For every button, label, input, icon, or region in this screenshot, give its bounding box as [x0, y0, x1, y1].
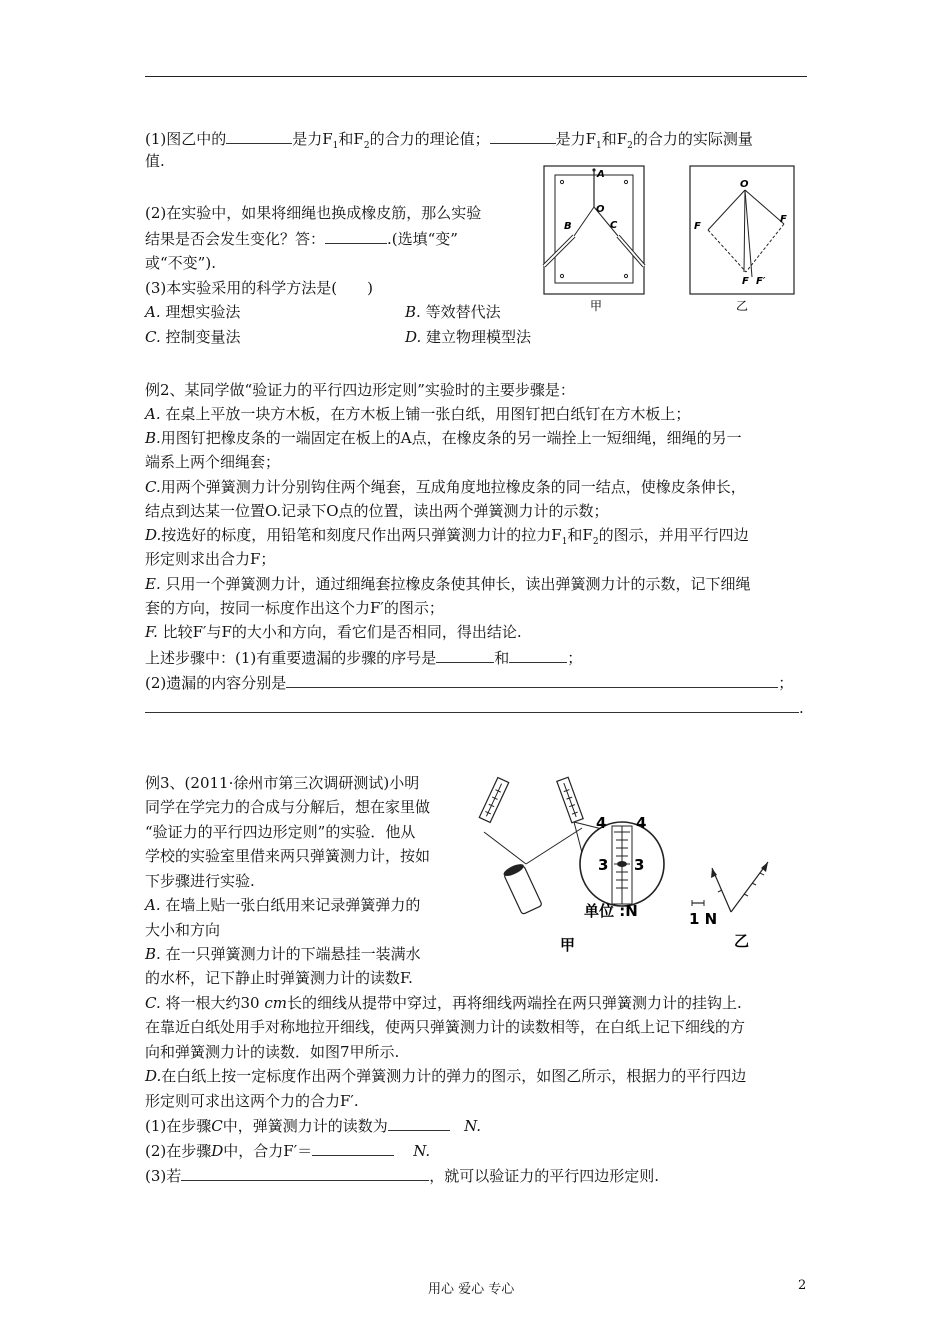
ex3-intro-1: 例3、(2011·徐州市第三次调研测试)小明	[145, 774, 420, 792]
ex2-step-e1: E. 只用一个弹簧测力计，通过细绳套拉橡皮条使其伸长，读出弹簧测力计的示数，记下细绳	[145, 575, 751, 593]
answer-blank[interactable]	[388, 1115, 450, 1131]
ex3-step-d2: 形定则可求出这两个力的合力F′.	[145, 1092, 359, 1110]
ex3-step-a1: A. 在墙上贴一张白纸用来记录弹簧弹力的	[145, 896, 421, 914]
ex2-intro: 例2、某同学做“验证力的平行四边形定则”实验时的主要步骤是：	[145, 381, 575, 399]
ex1-option-d: D. 建立物理模型法	[405, 328, 532, 346]
tick-4-left: 4	[596, 814, 607, 832]
ex2-step-c1: C.用两个弹簧测力计分别钩住两个绳套，互成角度地拉橡皮条的同一结点，使橡皮条伸长，	[145, 478, 746, 496]
ex1-option-a: A. 理想实验法	[145, 303, 241, 321]
answer-blank[interactable]	[226, 128, 292, 144]
ex2-q2-line2: .	[145, 697, 804, 718]
fig-label-jia: 甲	[560, 936, 576, 954]
ex1-q3: (3)本实验采用的科学方法是( )	[145, 279, 373, 297]
ex3-step-d1: D.在白纸上按一定标度作出两个弹簧测力计的弹力的图示，如图乙所示，根据力的平行四边	[145, 1067, 747, 1085]
fig-label-yi: 乙	[734, 932, 750, 950]
ex1-q2-line3: 或“不变”).	[145, 254, 216, 272]
tick-3-left: 3	[598, 856, 609, 874]
ex3-figure	[478, 770, 798, 960]
ex3-intro-2: 同学在学完力的合成与分解后，想在家里做	[145, 798, 431, 816]
page-number: 2	[798, 1278, 807, 1293]
force-diagram-yi	[692, 862, 768, 912]
scale-label: 1 N	[689, 910, 718, 928]
ex1-q2-line1: (2)在实验中，如果将细绳也换成橡皮筋，那么实验	[145, 204, 482, 222]
ex2-q1: 上述步骤中：(1)有重要遗漏的步骤的序号是 和 ；	[145, 649, 583, 667]
ex3-q3: (3)若 ，就可以验证力的平行四边形定则.	[145, 1167, 660, 1185]
label-a: A	[597, 169, 605, 180]
board-diagram-jia	[544, 166, 644, 294]
ex3-step-a2: 大小和方向	[145, 921, 221, 939]
ex1-q1-line2: 值.	[145, 152, 165, 170]
ex2-step-e2: 套的方向，按同一标度作出这个力F′的图示；	[145, 599, 444, 617]
label-c: C	[610, 220, 618, 231]
ex3-step-c1: C. 将一根大约30 cm长的细线从提带中穿过，再将细线两端拴在两只弹簧测力计的挂钩上.	[145, 994, 742, 1012]
tick-4-right: 4	[636, 814, 647, 832]
answer-blank[interactable]	[286, 672, 778, 688]
ex1-q2-line2: 结果是否会发生变化？答： .(选填“变”	[145, 230, 458, 248]
ex2-step-d1: D.按选好的标度，用铅笔和刻度尺作出两只弹簧测力计的拉力$F_1$和$F_2$的图示，并用平行四边	[145, 526, 749, 547]
ex1-figure	[538, 162, 808, 318]
ex2-step-f: F. 比较F′与F的大小和方向，看它们是否相同，得出结论.	[145, 623, 522, 641]
ex2-step-b1: B.用图钉把橡皮条的一端固定在板上的A点，在橡皮条的另一端拴上一短细绳，细绳的另一	[145, 429, 742, 447]
ex2-step-b2: 端系上两个细绳套；	[145, 453, 281, 471]
magnified-scale	[580, 814, 664, 906]
ex2-step-d2: 形定则求出合力F；	[145, 550, 276, 568]
tick-3-right: 3	[634, 856, 645, 874]
ex2-step-c2: 结点到达某一位置O.记录下O点的位置，读出两个弹簧测力计的示数；	[145, 502, 609, 520]
ex3-step-c3: 向和弹簧测力计的读数．如图7甲所示.	[145, 1043, 400, 1061]
ex3-q2: (2)在步骤D中，合力F′＝ N.	[145, 1142, 431, 1160]
ex3-step-c2: 在靠近白纸处用手对称地拉开细线，使两只弹簧测力计的读数相等，在白纸上记下细线的方	[145, 1018, 746, 1036]
ex1-option-b: B. 等效替代法	[405, 303, 501, 321]
answer-blank[interactable]	[490, 128, 556, 144]
label-o2: O	[740, 179, 749, 190]
label-f-prime: F′	[756, 276, 766, 287]
label-o: O	[596, 204, 605, 215]
label-f: F	[742, 276, 749, 287]
answer-blank[interactable]	[436, 647, 494, 663]
ex3-step-b2: 的水杯，记下静止时弹簧测力计的读数F.	[145, 969, 413, 987]
unit-label: 单位 :N	[584, 902, 638, 920]
ex2-q2-line1: (2)遗漏的内容分别是 ；	[145, 674, 794, 692]
answer-blank[interactable]	[509, 647, 567, 663]
ex1-option-c: C. 控制变量法	[145, 328, 241, 346]
ex3-step-b1: B. 在一只弹簧测力计的下端悬挂一装满水	[145, 945, 421, 963]
fig-label-yi: 乙	[736, 299, 749, 313]
answer-blank[interactable]	[325, 228, 387, 244]
label-b: B	[564, 221, 572, 232]
ex1-q1-line1: (1)图乙中的 是力$F_1$和$F_2$的合力的理论值； 是力$F_1$和$F_2$的合力的实际测量	[145, 130, 753, 151]
ex3-q1: (1)在步骤C中，弹簧测力计的读数为 N.	[145, 1117, 481, 1135]
ex3-intro-4: 学校的实验室里借来两只弹簧测力计，按如	[145, 847, 431, 865]
footer-text: 用心 爱心 专心	[428, 1282, 515, 1297]
ex2-step-a: A. 在桌上平放一块方木板，在方木板上铺一张白纸，用图钉把白纸钉在方木板上；	[145, 405, 691, 423]
header-rule	[145, 76, 807, 77]
ex3-intro-3: “验证力的平行四边形定则”的实验．他从	[145, 823, 416, 841]
label-f1: F	[694, 221, 701, 232]
ex3-intro-5: 下步骤进行实验.	[145, 872, 255, 890]
answer-blank[interactable]	[145, 697, 799, 713]
answer-blank[interactable]	[312, 1140, 394, 1156]
force-diagram-yi	[690, 166, 794, 294]
answer-blank[interactable]	[181, 1165, 429, 1181]
fig-label-jia: 甲	[590, 299, 603, 313]
label-f2: F	[780, 214, 787, 225]
